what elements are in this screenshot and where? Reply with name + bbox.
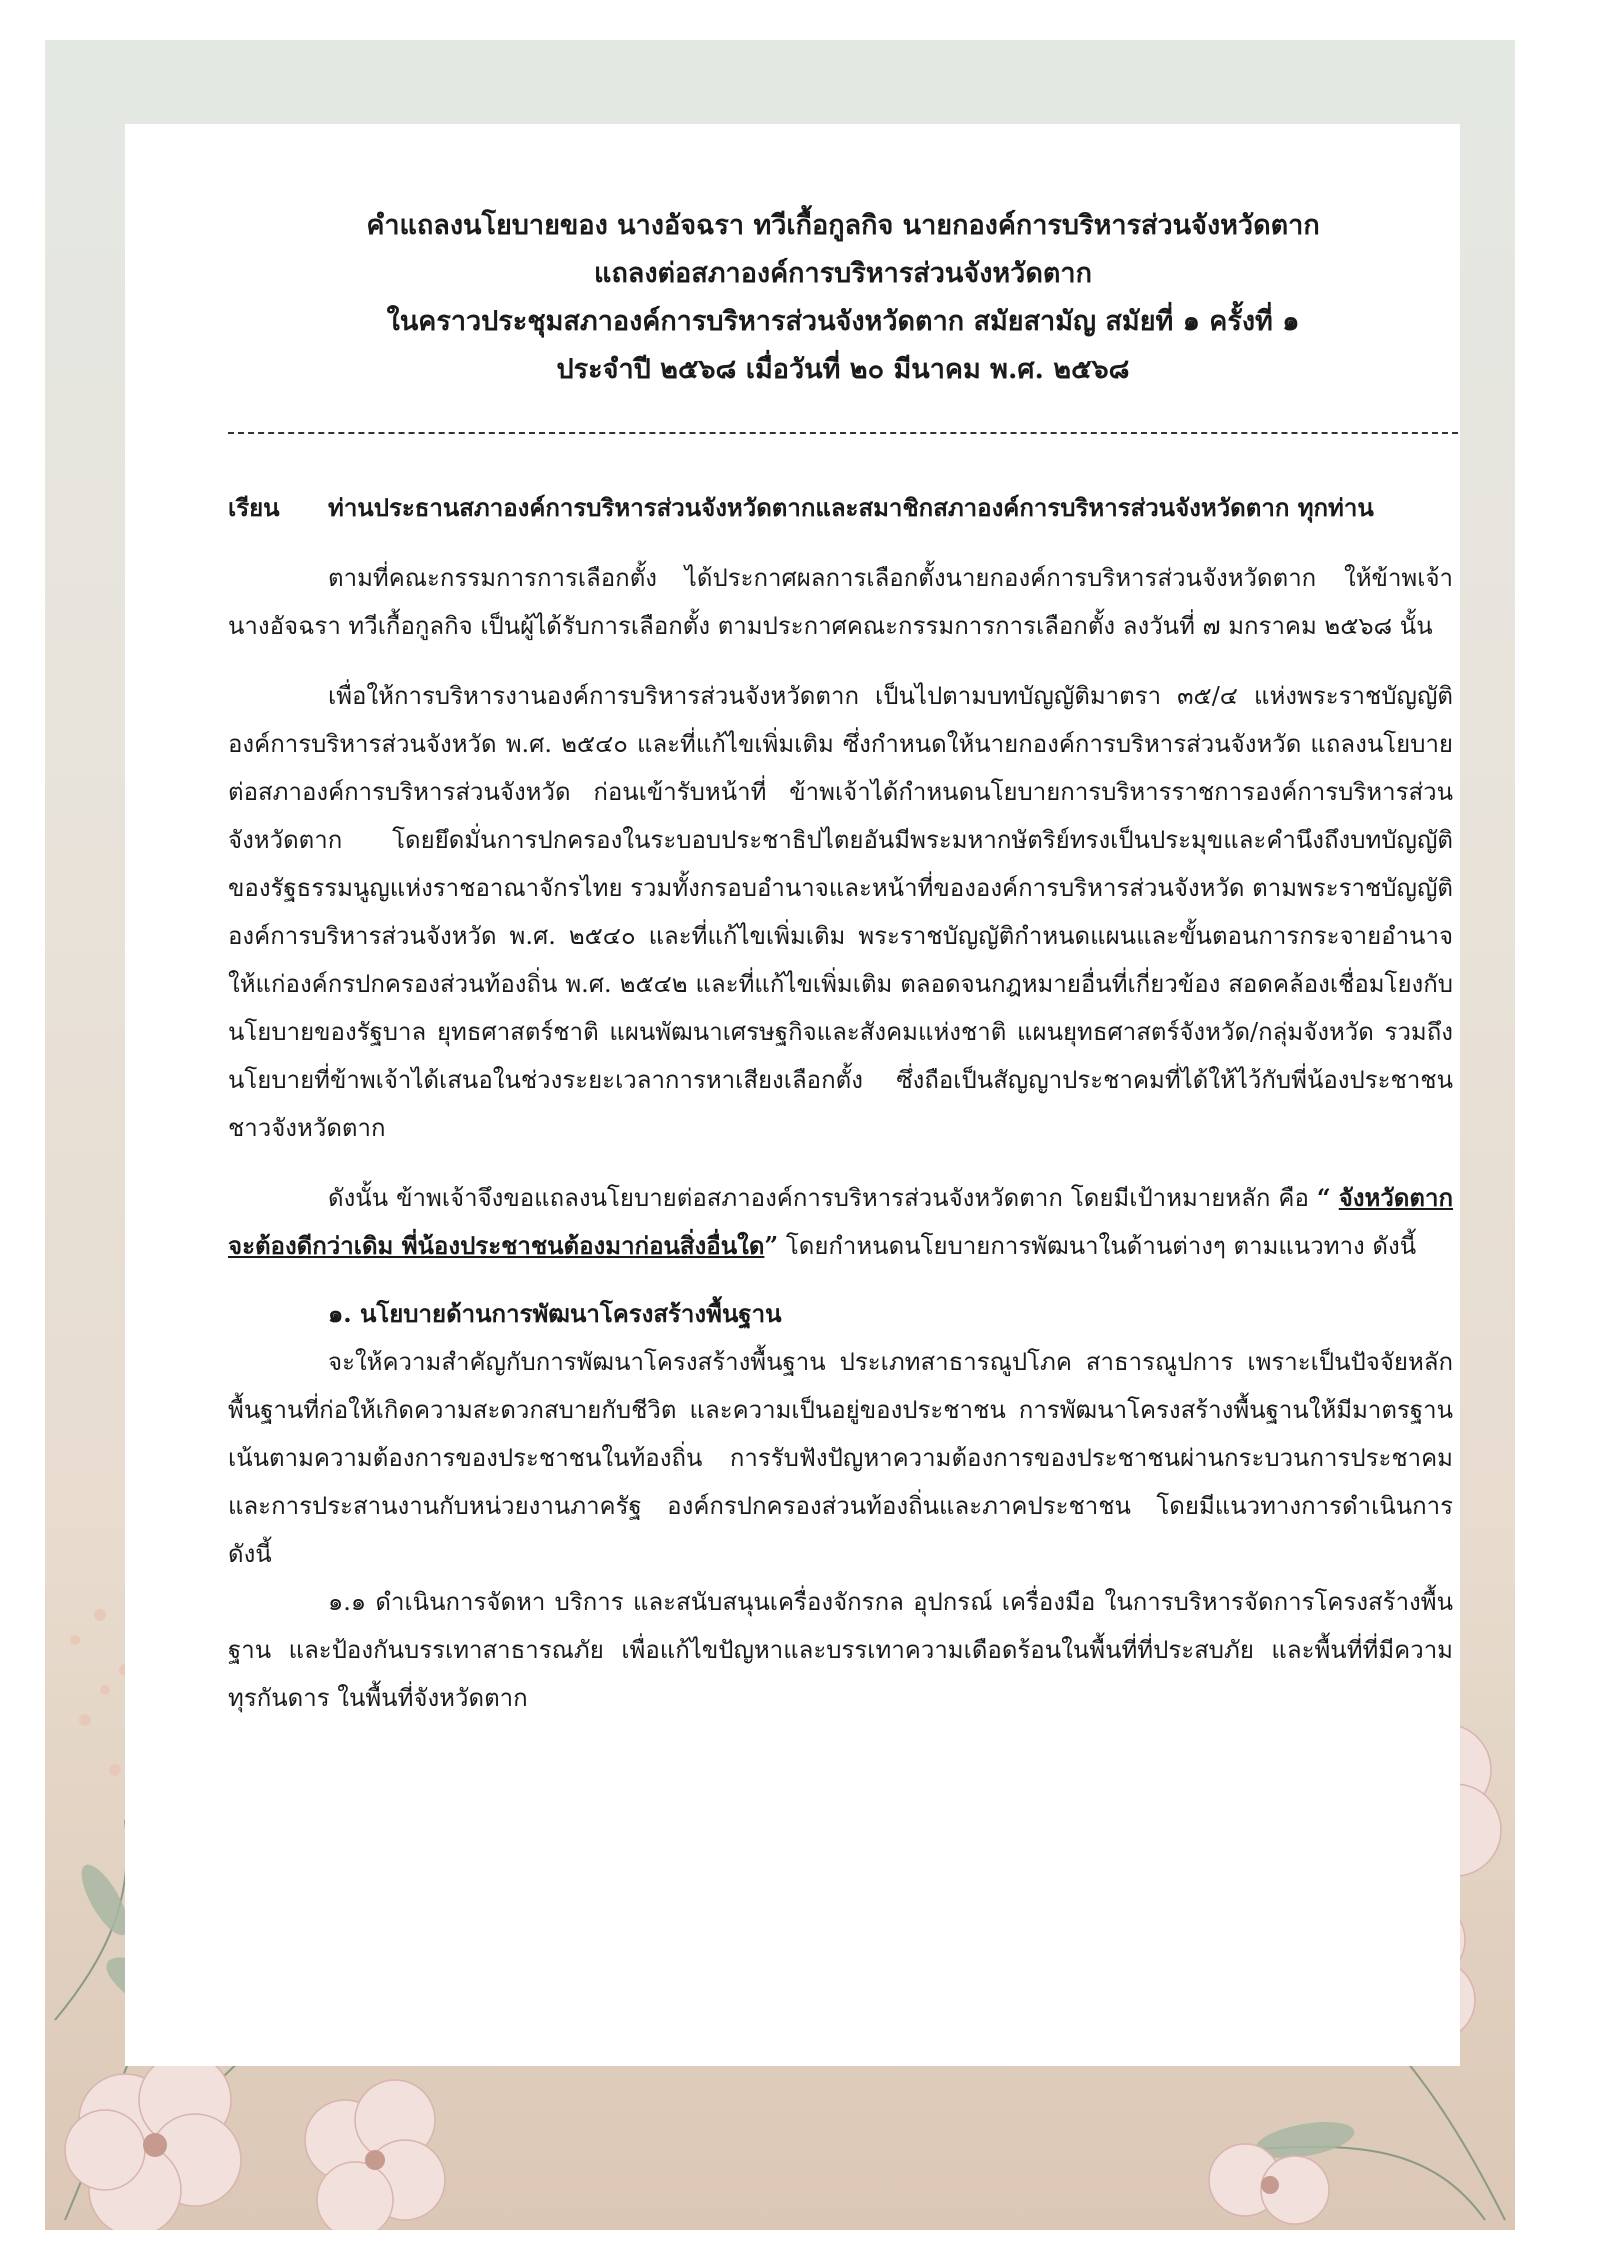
goal-rest: โดยกำหนดนโยบายการพัฒนาในด้านต่างๆ ตามแนวทาง ดังนี้ bbox=[785, 1232, 1417, 1260]
section-1-text: จะให้ความสำคัญกับการพัฒนาโครงสร้างพื้นฐาน ประเภทสาธารณูปโภค สาธารณูปการ เพราะเป็นปัจจัยหลักพื้นฐานที่ก่อให้เกิดความสะดวกสบายกับชีวิต และความเป็นอยู่ของประชาชน การพัฒนาโครงสร้างพื้นฐานให้มีมาตรฐาน เน้นตามความต้องการของประชาชนในท้องถิ่น การรับฟังปัญหาความต้องการของประชาชนผ่านกระบวนการประชาคม และการประสานงานกับหน่วยงานภาครัฐ องค์กรปกครองส่วนท้องถิ่นและภาคประชาชน โดยมีแนวทางการดำเนินการ ดังนี้ bbox=[228, 1348, 1453, 1568]
goal-intro: ดังนั้น ข้าพเจ้าจึงขอแถลงนโยบายต่อสภาองค์การบริหารส่วนจังหวัดตาก โดยมีเป้าหมายหลัก คือ bbox=[328, 1184, 1309, 1212]
salutation bbox=[228, 484, 1453, 532]
title-line-2: แถลงต่อสภาองค์การบริหารส่วนจังหวัดตาก bbox=[594, 258, 1092, 289]
paragraph-main-goal bbox=[228, 1174, 1453, 1270]
paragraph-legal-basis: เพื่อให้การบริหารงานองค์การบริหารส่วนจังหวัดตาก เป็นไปตามบทบัญญัติมาตรา ๓๕/๔ แห่งพระราชบัญญัติองค์การบริหารส่วนจังหวัด พ.ศ. ๒๕๔๐ และที่แก้ไขเพิ่มเติม ซึ่งกำหนดให้นายกองค์การบริหารส่วนจังหวัด แถลงนโยบายต่อสภาองค์การบริหารส่วนจังหวัด ก่อนเข้ารับหน้าที่ ข้าพเจ้าได้กำหนดนโยบายการบริหารราชการองค์การบริหารส่วนจังหวัดตาก โดยยึดมั่นการปกครองในระบอบประชาธิปไตยอันมีพระมหากษัตริย์ทรงเป็นประมุขและคำนึงถึงบทบัญญัติของรัฐธรรมนูญแห่งราชอาณาจักรไทย รวมทั้งกรอบอำนาจและหน้าที่ขององค์การบริหารส่วนจังหวัด ตามพระราชบัญญัติองค์การบริหารส่วนจังหวัด พ.ศ. ๒๕๔๐ และที่แก้ไขเพิ่มเติม พระราชบัญญัติกำหนดแผนและขั้นตอนการกระจายอำนาจให้แก่องค์กรปกครองส่วนท้องถิ่น พ.ศ. ๒๕๔๒ และที่แก้ไขเพิ่มเติม ตลอดจนกฎหมายอื่นที่เกี่ยวข้อง สอดคล้องเชื่อมโยงกับนโยบายของรัฐบาล ยุทธศาสตร์ชาติ แผนพัฒนาเศรษฐกิจและสังคมแห่งชาติ แผนยุทธศาสตร์จังหวัด/กลุ่มจังหวัด รวมถึงนโยบายที่ข้าพเจ้าได้เสนอในช่วงระยะเวลาการหาเสียงเลือกตั้ง ซึ่งถือเป็นสัญญาประชาคมที่ได้ให้ไว้กับพี่น้องประชาชนชาวจังหวัดตาก bbox=[228, 682, 1453, 1142]
dashed-divider bbox=[228, 432, 1458, 434]
main-goal-statement: จังหวัดตาก จะต้องดีกว่าเดิม พี่น้องประชาชนต้องมาก่อนสิ่งอื่นใด bbox=[228, 1183, 1453, 1260]
document-title bbox=[228, 202, 1458, 394]
title-line-3: ในคราวประชุมสภาองค์การบริหารส่วนจังหวัดตาก สมัยสามัญ สมัยที่ ๑ ครั้งที่ ๑ bbox=[386, 306, 1300, 337]
title-line-4: ประจำปี ๒๕๖๘ เมื่อวันที่ ๒๐ มีนาคม พ.ศ. ๒๕๖๘ bbox=[556, 354, 1130, 385]
section-1-item-1-1: ๑.๑ ดำเนินการจัดหา บริการ และสนับสนุนเครื่องจักรกล อุปกรณ์ เครื่องมือ ในการบริหารจัดการโครงสร้างพื้นฐาน และป้องกันบรรเทาสาธารณภัย เพื่อแก้ไขปัญหาและบรรเทาความเดือดร้อนในพื้นที่ที่ประสบภัย และพื้นที่ที่มีความทุรกันดาร ในพื้นที่จังหวัดตาก bbox=[228, 1588, 1453, 1712]
document-body bbox=[228, 484, 1453, 1722]
quote-close: ” bbox=[764, 1231, 779, 1260]
title-line-1: คำแถลงนโยบายของ นางอัจฉรา ทวีเกื้อกูลกิจ นายกองค์การบริหารส่วนจังหวัดตาก bbox=[366, 210, 1320, 241]
quote-open: “ bbox=[1316, 1183, 1331, 1212]
section-1-heading: ๑. นโยบายด้านการพัฒนาโครงสร้างพื้นฐาน bbox=[328, 1299, 782, 1328]
document-page bbox=[125, 124, 1460, 2066]
salutation-label: เรียน bbox=[228, 493, 280, 522]
salutation-recipient: ท่านประธานสภาองค์การบริหารส่วนจังหวัดตากและสมาชิกสภาองค์การบริหารส่วนจังหวัดตาก ทุกท่าน bbox=[328, 493, 1374, 522]
paragraph-election-result: ตามที่คณะกรรมการการเลือกตั้ง ได้ประกาศผลการเลือกตั้งนายกองค์การบริหารส่วนจังหวัดตาก ให้ข้าพเจ้านางอัจฉรา ทวีเกื้อกูลกิจ เป็นผู้ได้รับการเลือกตั้ง ตามประกาศคณะกรรมการการเลือกตั้ง ลงวันที่ ๗ มกราคม ๒๕๖๘ นั้น bbox=[228, 564, 1453, 640]
